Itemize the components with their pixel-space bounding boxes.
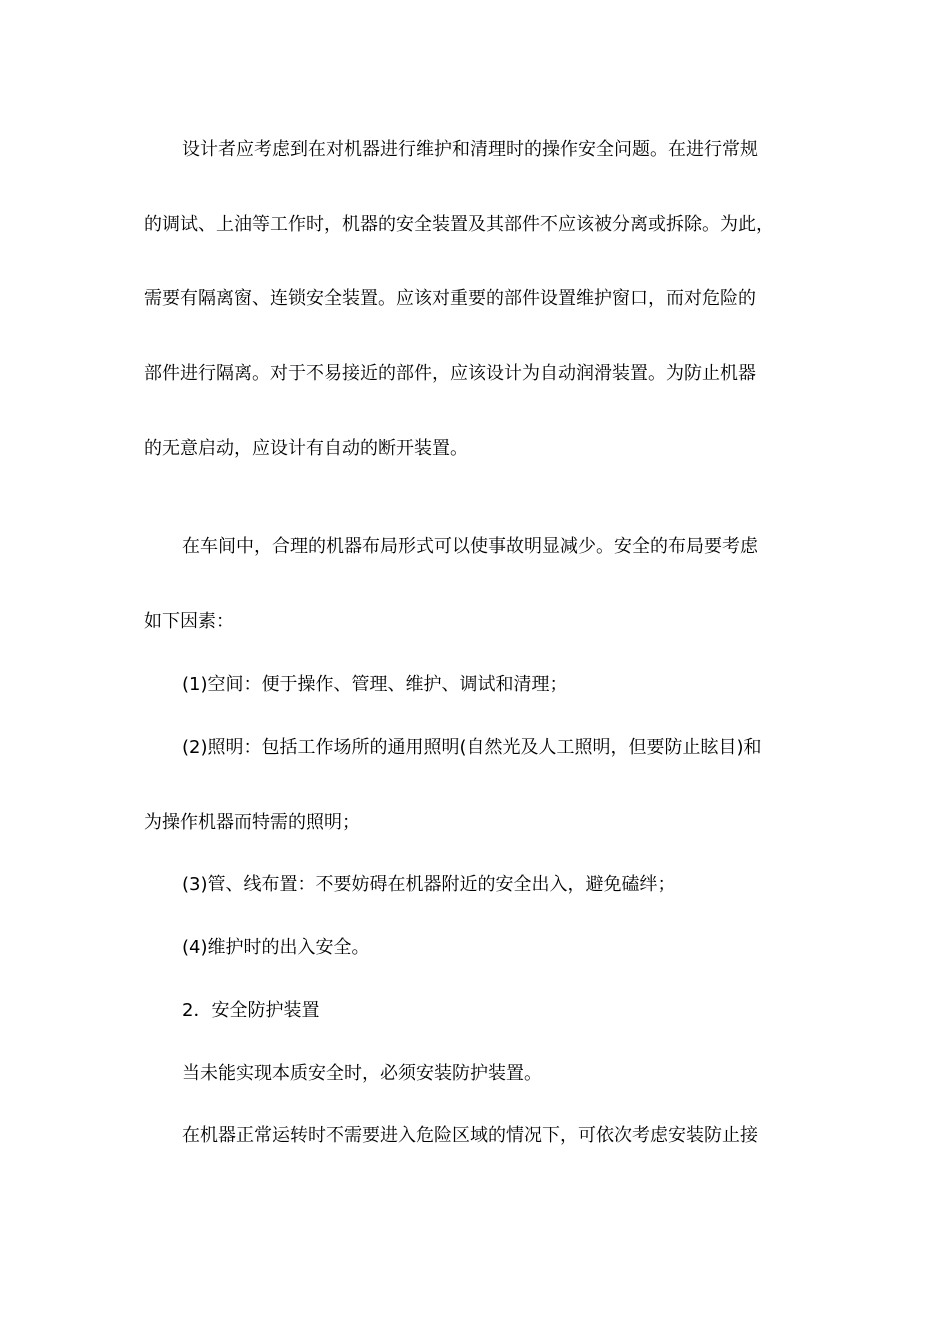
list-item-3: (3)管、线布置：不要妨碍在机器附近的安全出入，避免磕绊； [182,874,676,895]
paragraph-2-line-1: 在车间中，合理的机器布局形式可以使事故明显减少。安全的布局要考虑 [182,536,758,557]
paragraph-3: 当未能实现本质安全时，必须安装防护装置。 [182,1063,542,1084]
paragraph-1-line-1: 设计者应考虑到在对机器进行维护和清理时的操作安全问题。在进行常规 [182,139,758,160]
section-heading: 2．安全防护装置 [182,1000,320,1021]
list-item-1: (1)空间：便于操作、管理、维护、调试和清理； [182,674,568,695]
list-item-2-line-2: 为操作机器而特需的照明； [144,812,360,833]
list-item-2-line-1: (2)照明：包括工作场所的通用照明(自然光及人工照明，但要防止眩目)和 [182,737,762,758]
paragraph-1-line-2: 的调试、上油等工作时，机器的安全装置及其部件不应该被分离或拆除。为此， [144,214,774,235]
paragraph-4-line-1: 在机器正常运转时不需要进入危险区域的情况下，可依次考虑安装防止接 [182,1125,758,1146]
paragraph-1-line-5: 的无意启动，应设计有自动的断开装置。 [144,438,468,459]
paragraph-1-line-3: 需要有隔离窗、连锁安全装置。应该对重要的部件设置维护窗口，而对危险的 [144,288,756,309]
list-item-4: (4)维护时的出入安全。 [182,937,370,958]
paragraph-2-line-2: 如下因素： [144,611,234,632]
paragraph-1-line-4: 部件进行隔离。对于不易接近的部件，应该设计为自动润滑装置。为防止机器 [144,363,756,384]
